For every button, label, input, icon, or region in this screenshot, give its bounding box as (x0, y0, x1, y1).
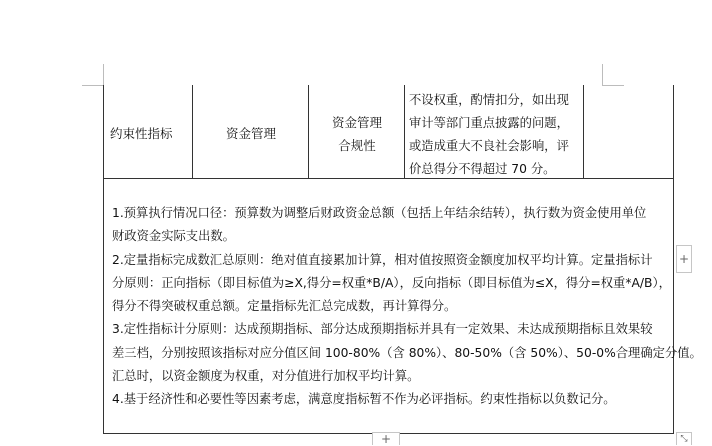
notes-line: 3.定性指标计分原则：达成预期指标、部分达成预期指标并具有一定效果、未达成预期指标且效果较 (112, 322, 653, 337)
margin-marker-left-horizontal (82, 85, 104, 86)
notes-line: 4.基于经济性和必要性等因素考虑，满意度指标暂不作为必评指标。约束性指标以负数记分。 (112, 392, 616, 407)
cell-line: 不设权重，酌情扣分，如出现 (409, 93, 569, 107)
notes-line: 财政资金实际支出数。 (112, 229, 235, 244)
notes-line: 汇总时，以资金额度为权重，对分值进行加权平均计算。 (112, 369, 420, 384)
cell-line: 价总得分不得超过 70 分。 (409, 162, 556, 176)
page-top-area (0, 0, 712, 58)
cell-line: 资金管理 (331, 115, 382, 130)
cell-line: 审计等部门重点披露的问题， (409, 116, 569, 130)
resize-icon: ⤡ (680, 434, 688, 444)
margin-marker-right (602, 64, 603, 86)
add-row-button[interactable] (372, 432, 400, 445)
table-notes-cell[interactable] (112, 202, 702, 412)
plus-icon: + (678, 252, 690, 266)
table-cell-indicator-type[interactable] (104, 85, 193, 178)
table-cell-category[interactable] (193, 85, 309, 178)
table-cell-scoring-rule[interactable] (405, 85, 584, 178)
table-cell-subcategory[interactable] (309, 85, 405, 178)
cell-text-multiline (309, 111, 405, 157)
notes-line: 2.定量指标完成数汇总原则：绝对值直接累加计算，相对值按照资金额度加权平均计算。定量指标计 (112, 252, 653, 267)
add-column-button[interactable] (676, 245, 692, 273)
plus-icon: + (380, 432, 392, 446)
cell-text-multiline (409, 89, 569, 181)
notes-line: 得分不得突破权重总额。定量指标先汇总完成数，再计算得分。 (112, 299, 457, 314)
notes-line: 差三档，分别按照该指标对应分值区间 100-80%（含 80%）、80-50%（含 50%）、50-0%合理确定分值。 (112, 345, 702, 360)
document-table[interactable] (103, 85, 702, 434)
table-cell-empty[interactable] (584, 85, 674, 178)
cell-line: 合规性 (338, 138, 376, 153)
table-row (104, 85, 674, 179)
cell-text: 约束性指标 (110, 126, 173, 141)
cell-line: 或造成重大不良社会影响，评 (409, 139, 569, 153)
table-resize-handle[interactable] (676, 432, 692, 445)
notes-line: 1.预算执行情况口径：预算数为调整后财政资金总额（包括上年结余结转），执行数为资金使用单位 (112, 206, 647, 220)
cell-text: 资金管理 (225, 126, 276, 141)
notes-line: 分原则：正向指标（即目标值为≥X,得分=权重*B/A），反向指标（即目标值为≤X，得分=权重*A/B）， (112, 275, 671, 290)
margin-marker-left (103, 64, 104, 86)
